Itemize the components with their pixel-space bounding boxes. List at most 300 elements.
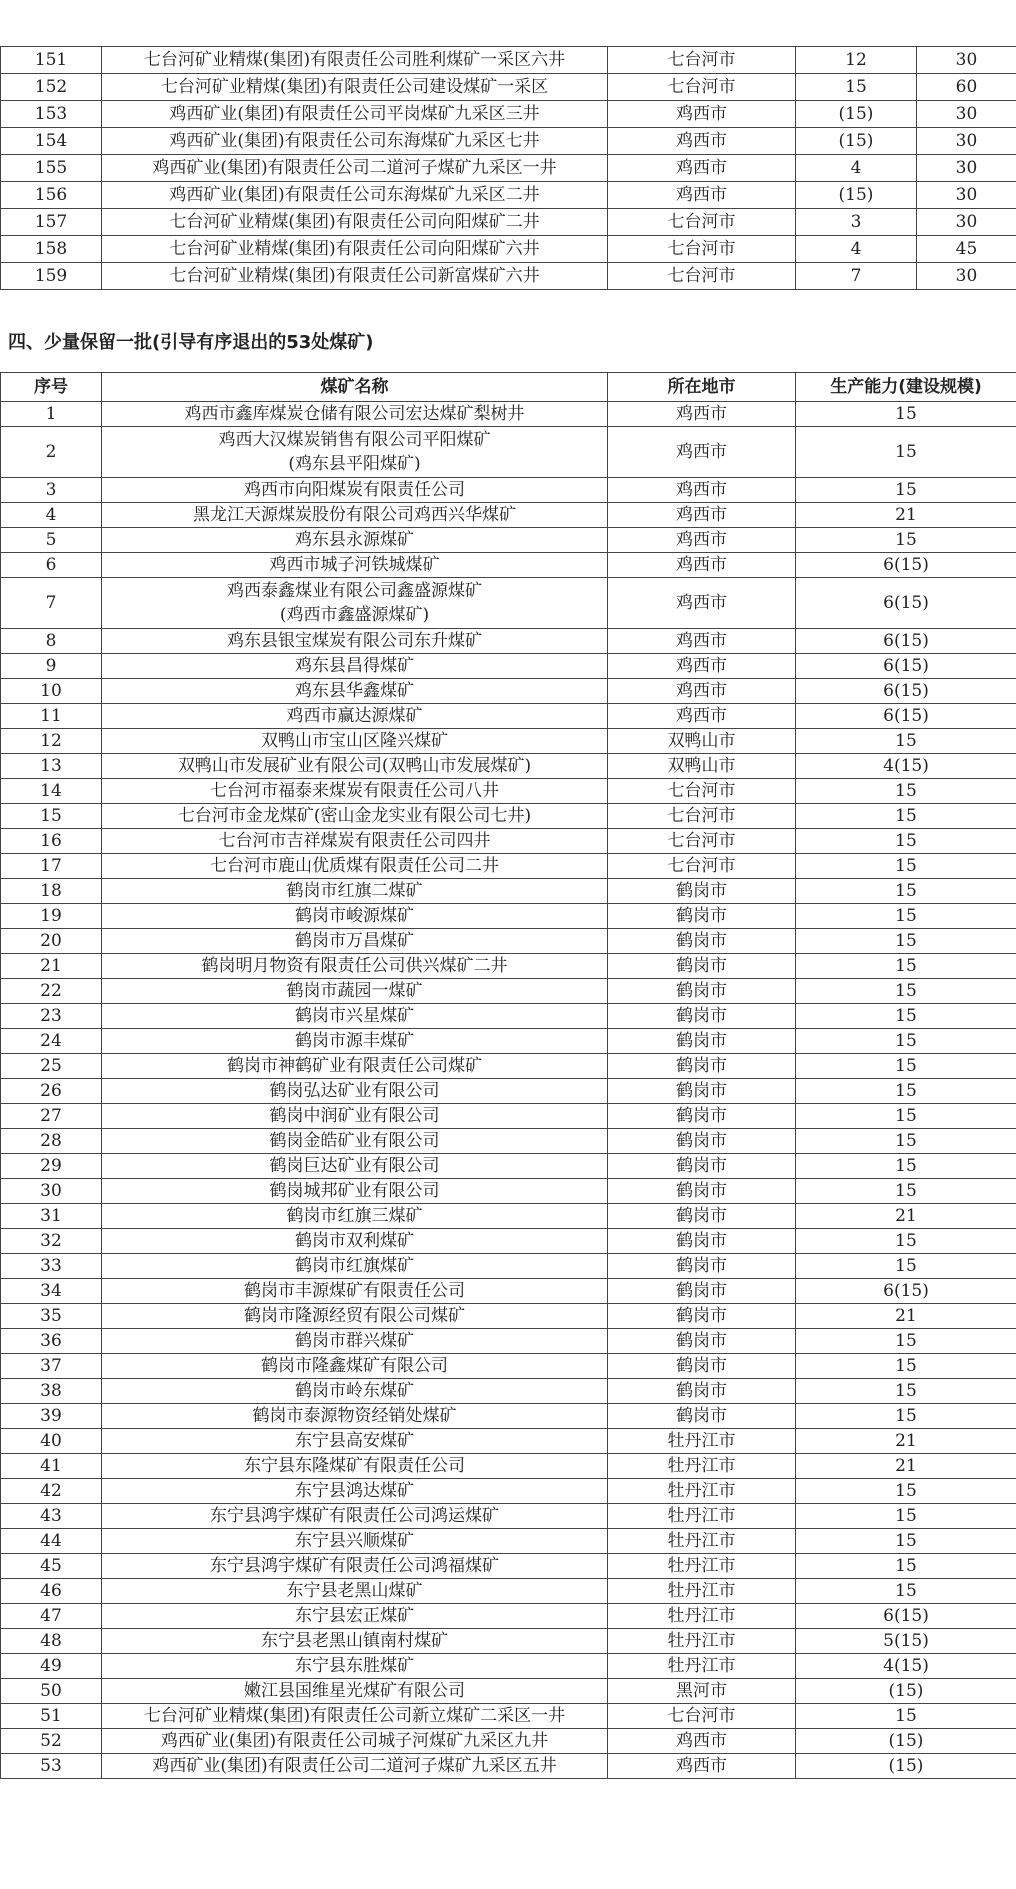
city: 鹤岗市	[608, 1304, 796, 1329]
capacity: 15	[796, 1054, 1016, 1079]
capacity: 15	[796, 829, 1016, 854]
table-row	[1, 1579, 1016, 1604]
mine-name: 鹤岗巨达矿业有限公司	[102, 1154, 608, 1179]
city: 鸡西市	[608, 528, 796, 553]
table-row	[1, 804, 1016, 829]
continued-mine-table	[0, 46, 1016, 290]
mine-name: 鹤岗市蔬园一煤矿	[102, 979, 608, 1004]
table-row	[1, 829, 1016, 854]
table-row	[1, 654, 1016, 679]
city: 牡丹江市	[608, 1529, 796, 1554]
mine-name: 鹤岗弘达矿业有限公司	[102, 1079, 608, 1104]
mine-name: 东宁县兴顺煤矿	[102, 1529, 608, 1554]
mine-name	[102, 427, 608, 478]
table-row	[1, 1204, 1016, 1229]
row-number: 155	[1, 155, 102, 182]
row-number: 3	[1, 478, 102, 503]
city: 鹤岗市	[608, 1379, 796, 1404]
capacity-b: 60	[917, 74, 1016, 101]
city: 双鸭山市	[608, 729, 796, 754]
row-number: 16	[1, 829, 102, 854]
city: 鹤岗市	[608, 1129, 796, 1154]
row-number: 45	[1, 1554, 102, 1579]
mine-name: 东宁县鸿宇煤矿有限责任公司鸿运煤矿	[102, 1504, 608, 1529]
capacity: 15	[796, 1004, 1016, 1029]
retained-mines-table	[0, 372, 1016, 1779]
capacity-a: 7	[796, 263, 917, 290]
table-row	[1, 1654, 1016, 1679]
row-number: 30	[1, 1179, 102, 1204]
table-row	[1, 729, 1016, 754]
city: 双鸭山市	[608, 754, 796, 779]
row-number: 159	[1, 263, 102, 290]
row-number: 22	[1, 979, 102, 1004]
row-number: 27	[1, 1104, 102, 1129]
row-number: 5	[1, 528, 102, 553]
capacity: 5(15)	[796, 1629, 1016, 1654]
row-number: 43	[1, 1504, 102, 1529]
mine-name: 鸡西市赢达源煤矿	[102, 704, 608, 729]
table-row	[1, 1054, 1016, 1079]
header-no: 序号	[1, 373, 102, 402]
table-row	[1, 1079, 1016, 1104]
mine-name: 鹤岗市隆源经贸有限公司煤矿	[102, 1304, 608, 1329]
mine-name: 鹤岗市万昌煤矿	[102, 929, 608, 954]
city: 鸡西市	[608, 427, 796, 478]
mine-name: 鸡西矿业(集团)有限责任公司东海煤矿九采区七井	[102, 128, 608, 155]
capacity: 21	[796, 1204, 1016, 1229]
table-row	[1, 1604, 1016, 1629]
city: 鹤岗市	[608, 929, 796, 954]
capacity: 6(15)	[796, 654, 1016, 679]
row-number: 40	[1, 1429, 102, 1454]
city: 鸡西市	[608, 654, 796, 679]
table-row	[1, 1279, 1016, 1304]
mine-name: 鹤岗市神鹤矿业有限责任公司煤矿	[102, 1054, 608, 1079]
city: 七台河市	[608, 209, 796, 236]
row-number: 50	[1, 1679, 102, 1704]
city: 鹤岗市	[608, 1054, 796, 1079]
city: 七台河市	[608, 779, 796, 804]
mine-name: 鹤岗明月物资有限责任公司供兴煤矿二井	[102, 954, 608, 979]
row-number: 53	[1, 1754, 102, 1779]
row-number: 157	[1, 209, 102, 236]
table-row	[1, 754, 1016, 779]
mine-name: 鸡西矿业(集团)有限责任公司东海煤矿九采区二井	[102, 182, 608, 209]
capacity-a: 15	[796, 74, 917, 101]
city: 鹤岗市	[608, 1179, 796, 1204]
capacity: 15	[796, 1529, 1016, 1554]
mine-name: 黑龙江天源煤炭股份有限公司鸡西兴华煤矿	[102, 503, 608, 528]
table-row	[1, 1354, 1016, 1379]
capacity: 15	[796, 1504, 1016, 1529]
capacity: 15	[796, 1029, 1016, 1054]
retained-table-body	[1, 402, 1016, 1779]
capacity: 15	[796, 1179, 1016, 1204]
capacity: 15	[796, 1329, 1016, 1354]
city: 七台河市	[608, 1704, 796, 1729]
row-number: 52	[1, 1729, 102, 1754]
header-row	[1, 373, 1016, 402]
capacity-b: 30	[917, 128, 1016, 155]
mine-name: 鹤岗市群兴煤矿	[102, 1329, 608, 1354]
table-row	[1, 1679, 1016, 1704]
table-row	[1, 679, 1016, 704]
table-row	[1, 553, 1016, 578]
row-number: 23	[1, 1004, 102, 1029]
mine-name: 鸡东县永源煤矿	[102, 528, 608, 553]
row-number: 48	[1, 1629, 102, 1654]
row-number: 28	[1, 1129, 102, 1154]
capacity: 6(15)	[796, 1604, 1016, 1629]
row-number: 153	[1, 101, 102, 128]
row-number: 46	[1, 1579, 102, 1604]
mine-name: 鹤岗市源丰煤矿	[102, 1029, 608, 1054]
capacity-b: 30	[917, 263, 1016, 290]
city: 鸡西市	[608, 478, 796, 503]
row-number: 10	[1, 679, 102, 704]
mine-name: 鸡东县银宝煤炭有限公司东升煤矿	[102, 629, 608, 654]
row-number: 41	[1, 1454, 102, 1479]
city: 鸡西市	[608, 182, 796, 209]
mine-name: 鹤岗市红旗二煤矿	[102, 879, 608, 904]
table-row	[1, 1554, 1016, 1579]
mine-name: 鹤岗市隆鑫煤矿有限公司	[102, 1354, 608, 1379]
mine-name: 东宁县宏正煤矿	[102, 1604, 608, 1629]
section-title: 四、少量保留一批(引导有序退出的53处煤矿)	[8, 328, 1016, 358]
capacity-a: 3	[796, 209, 917, 236]
mine-name: 鹤岗市丰源煤矿有限责任公司	[102, 1279, 608, 1304]
table-row	[1, 929, 1016, 954]
table-row	[1, 1104, 1016, 1129]
row-number: 11	[1, 704, 102, 729]
capacity: 6(15)	[796, 1279, 1016, 1304]
mine-name: 七台河市福泰来煤炭有限责任公司八井	[102, 779, 608, 804]
table-row	[1, 263, 1016, 290]
table-row	[1, 1004, 1016, 1029]
city: 牡丹江市	[608, 1479, 796, 1504]
row-number: 17	[1, 854, 102, 879]
city: 鸡西市	[608, 1754, 796, 1779]
table-row	[1, 478, 1016, 503]
city: 鸡西市	[608, 1729, 796, 1754]
table-row	[1, 74, 1016, 101]
row-number: 21	[1, 954, 102, 979]
mine-name: 七台河市吉祥煤炭有限责任公司四井	[102, 829, 608, 854]
row-number: 152	[1, 74, 102, 101]
city: 鹤岗市	[608, 1204, 796, 1229]
row-number: 20	[1, 929, 102, 954]
table-row	[1, 979, 1016, 1004]
row-number: 18	[1, 879, 102, 904]
mine-name: 鹤岗市兴星煤矿	[102, 1004, 608, 1029]
capacity: 15	[796, 979, 1016, 1004]
capacity: 15	[796, 402, 1016, 427]
mine-name: 鸡西矿业(集团)有限责任公司二道河子煤矿九采区一井	[102, 155, 608, 182]
table-row	[1, 1329, 1016, 1354]
row-number: 51	[1, 1704, 102, 1729]
city: 鸡西市	[608, 101, 796, 128]
table-row	[1, 1404, 1016, 1429]
city: 鸡西市	[608, 553, 796, 578]
mine-name: 东宁县老黑山煤矿	[102, 1579, 608, 1604]
capacity-a: 4	[796, 236, 917, 263]
capacity: 6(15)	[796, 578, 1016, 629]
capacity: 15	[796, 1254, 1016, 1279]
capacity: 15	[796, 879, 1016, 904]
mine-name: 七台河市鹿山优质煤有限责任公司二井	[102, 854, 608, 879]
city: 鹤岗市	[608, 879, 796, 904]
table-row	[1, 1254, 1016, 1279]
capacity: 15	[796, 729, 1016, 754]
capacity: 15	[796, 1404, 1016, 1429]
mine-name: 东宁县鸿宇煤矿有限责任公司鸿福煤矿	[102, 1554, 608, 1579]
capacity: 6(15)	[796, 679, 1016, 704]
table-row	[1, 704, 1016, 729]
table-row	[1, 402, 1016, 427]
city: 牡丹江市	[608, 1629, 796, 1654]
row-number: 4	[1, 503, 102, 528]
mine-name: 鸡东县昌得煤矿	[102, 654, 608, 679]
city: 黑河市	[608, 1679, 796, 1704]
capacity-b: 45	[917, 236, 1016, 263]
capacity: 21	[796, 1304, 1016, 1329]
row-number: 9	[1, 654, 102, 679]
city: 鹤岗市	[608, 904, 796, 929]
city: 牡丹江市	[608, 1579, 796, 1604]
row-number: 2	[1, 427, 102, 478]
table-row	[1, 1729, 1016, 1754]
capacity: 15	[796, 804, 1016, 829]
row-number: 38	[1, 1379, 102, 1404]
capacity: 15	[796, 954, 1016, 979]
table-row	[1, 1754, 1016, 1779]
table-row	[1, 1629, 1016, 1654]
mine-name: 鹤岗市岭东煤矿	[102, 1379, 608, 1404]
table-row	[1, 954, 1016, 979]
row-number: 26	[1, 1079, 102, 1104]
mine-name: 鸡西市鑫库煤炭仓储有限公司宏达煤矿梨树井	[102, 402, 608, 427]
table-row	[1, 209, 1016, 236]
row-number: 44	[1, 1529, 102, 1554]
city: 七台河市	[608, 74, 796, 101]
row-number: 29	[1, 1154, 102, 1179]
city: 鸡西市	[608, 629, 796, 654]
table-row	[1, 47, 1016, 74]
city: 鸡西市	[608, 578, 796, 629]
mine-name: 鸡西矿业(集团)有限责任公司平岗煤矿九采区三井	[102, 101, 608, 128]
header-name: 煤矿名称	[102, 373, 608, 402]
row-number: 32	[1, 1229, 102, 1254]
row-number: 42	[1, 1479, 102, 1504]
city: 鹤岗市	[608, 1104, 796, 1129]
mine-name-line2: (鸡东县平阳煤矿)	[104, 452, 605, 476]
mine-name: 东宁县鸿达煤矿	[102, 1479, 608, 1504]
capacity-b: 30	[917, 182, 1016, 209]
capacity: 15	[796, 1079, 1016, 1104]
city: 鹤岗市	[608, 1229, 796, 1254]
capacity-b: 30	[917, 209, 1016, 236]
table-row	[1, 427, 1016, 478]
city: 鹤岗市	[608, 954, 796, 979]
city: 七台河市	[608, 236, 796, 263]
mine-name: 七台河矿业精煤(集团)有限责任公司新立煤矿二采区一井	[102, 1704, 608, 1729]
table-row	[1, 1229, 1016, 1254]
capacity: 21	[796, 1454, 1016, 1479]
row-number: 13	[1, 754, 102, 779]
city: 七台河市	[608, 804, 796, 829]
capacity-a: 4	[796, 155, 917, 182]
capacity: 4(15)	[796, 754, 1016, 779]
capacity: 4(15)	[796, 1654, 1016, 1679]
table-row	[1, 1429, 1016, 1454]
capacity: (15)	[796, 1679, 1016, 1704]
capacity: 15	[796, 528, 1016, 553]
capacity: 15	[796, 1229, 1016, 1254]
table-row	[1, 1129, 1016, 1154]
mine-name: 鸡东县华鑫煤矿	[102, 679, 608, 704]
continued-table-body	[1, 47, 1016, 290]
row-number: 151	[1, 47, 102, 74]
capacity: 15	[796, 1379, 1016, 1404]
capacity-a: (15)	[796, 101, 917, 128]
mine-name: 七台河矿业精煤(集团)有限责任公司向阳煤矿二井	[102, 209, 608, 236]
table-row	[1, 879, 1016, 904]
mine-name: 七台河矿业精煤(集团)有限责任公司向阳煤矿六井	[102, 236, 608, 263]
table-row	[1, 1379, 1016, 1404]
table-row	[1, 1479, 1016, 1504]
table-row	[1, 236, 1016, 263]
city: 鹤岗市	[608, 1329, 796, 1354]
mine-name: 鹤岗市红旗三煤矿	[102, 1204, 608, 1229]
mine-name	[102, 578, 608, 629]
table-row	[1, 101, 1016, 128]
row-number: 14	[1, 779, 102, 804]
table-row	[1, 528, 1016, 553]
mine-name: 鸡西市城子河铁城煤矿	[102, 553, 608, 578]
row-number: 33	[1, 1254, 102, 1279]
row-number: 39	[1, 1404, 102, 1429]
table-row	[1, 1704, 1016, 1729]
capacity: 15	[796, 1704, 1016, 1729]
mine-name: 东宁县老黑山镇南村煤矿	[102, 1629, 608, 1654]
city: 牡丹江市	[608, 1504, 796, 1529]
city: 牡丹江市	[608, 1604, 796, 1629]
table-row	[1, 1504, 1016, 1529]
capacity: 15	[796, 1554, 1016, 1579]
mine-name: 七台河市金龙煤矿(密山金龙实业有限公司七井)	[102, 804, 608, 829]
table-row	[1, 1304, 1016, 1329]
row-number: 37	[1, 1354, 102, 1379]
mine-name: 东宁县东隆煤矿有限责任公司	[102, 1454, 608, 1479]
row-number: 156	[1, 182, 102, 209]
capacity-b: 30	[917, 155, 1016, 182]
mine-name: 鹤岗市峻源煤矿	[102, 904, 608, 929]
row-number: 15	[1, 804, 102, 829]
row-number: 35	[1, 1304, 102, 1329]
city: 牡丹江市	[608, 1429, 796, 1454]
city: 鹤岗市	[608, 1404, 796, 1429]
city: 鹤岗市	[608, 1254, 796, 1279]
mine-name-line2: (鸡西市鑫盛源煤矿)	[104, 603, 605, 627]
capacity: 15	[796, 1104, 1016, 1129]
row-number: 49	[1, 1654, 102, 1679]
city: 鹤岗市	[608, 1354, 796, 1379]
city: 鹤岗市	[608, 1004, 796, 1029]
city: 牡丹江市	[608, 1554, 796, 1579]
capacity: 15	[796, 1479, 1016, 1504]
city: 鸡西市	[608, 704, 796, 729]
table-row	[1, 128, 1016, 155]
table-row	[1, 1454, 1016, 1479]
city: 鹤岗市	[608, 1279, 796, 1304]
capacity: 15	[796, 1154, 1016, 1179]
city: 鸡西市	[608, 155, 796, 182]
city: 牡丹江市	[608, 1454, 796, 1479]
capacity: 6(15)	[796, 553, 1016, 578]
mine-name: 鹤岗市红旗煤矿	[102, 1254, 608, 1279]
capacity: 21	[796, 1429, 1016, 1454]
header-capacity: 生产能力(建设规模)	[796, 373, 1016, 402]
mine-name: 鹤岗金皓矿业有限公司	[102, 1129, 608, 1154]
mine-name: 鹤岗中润矿业有限公司	[102, 1104, 608, 1129]
capacity: (15)	[796, 1729, 1016, 1754]
mine-name-line1: 鸡西大汉煤炭销售有限公司平阳煤矿	[104, 428, 605, 452]
city: 鹤岗市	[608, 979, 796, 1004]
table-row	[1, 182, 1016, 209]
capacity: 15	[796, 854, 1016, 879]
mine-name: 双鸭山市发展矿业有限公司(双鸭山市发展煤矿)	[102, 754, 608, 779]
row-number: 12	[1, 729, 102, 754]
row-number: 7	[1, 578, 102, 629]
city: 七台河市	[608, 829, 796, 854]
city: 鹤岗市	[608, 1029, 796, 1054]
header-city: 所在地市	[608, 373, 796, 402]
capacity: 15	[796, 478, 1016, 503]
table-row	[1, 1179, 1016, 1204]
capacity: 6(15)	[796, 704, 1016, 729]
capacity: 6(15)	[796, 629, 1016, 654]
city: 鹤岗市	[608, 1154, 796, 1179]
mine-name: 双鸭山市宝山区隆兴煤矿	[102, 729, 608, 754]
city: 七台河市	[608, 47, 796, 74]
mine-name: 鸡西矿业(集团)有限责任公司二道河子煤矿九采区五井	[102, 1754, 608, 1779]
capacity-b: 30	[917, 47, 1016, 74]
capacity: 15	[796, 1354, 1016, 1379]
table-row	[1, 1029, 1016, 1054]
mine-name: 鹤岗市泰源物资经销处煤矿	[102, 1404, 608, 1429]
capacity-b: 30	[917, 101, 1016, 128]
row-number: 154	[1, 128, 102, 155]
mine-name: 鸡西市向阳煤炭有限责任公司	[102, 478, 608, 503]
capacity: 15	[796, 427, 1016, 478]
capacity: (15)	[796, 1754, 1016, 1779]
table-row	[1, 155, 1016, 182]
city: 鸡西市	[608, 503, 796, 528]
row-number: 1	[1, 402, 102, 427]
capacity: 15	[796, 1579, 1016, 1604]
mine-name: 七台河矿业精煤(集团)有限责任公司新富煤矿六井	[102, 263, 608, 290]
row-number: 8	[1, 629, 102, 654]
city: 七台河市	[608, 854, 796, 879]
mine-name: 鸡西矿业(集团)有限责任公司城子河煤矿九采区九井	[102, 1729, 608, 1754]
capacity: 15	[796, 929, 1016, 954]
capacity: 21	[796, 503, 1016, 528]
city: 七台河市	[608, 263, 796, 290]
row-number: 47	[1, 1604, 102, 1629]
table-row	[1, 503, 1016, 528]
mine-name: 东宁县东胜煤矿	[102, 1654, 608, 1679]
